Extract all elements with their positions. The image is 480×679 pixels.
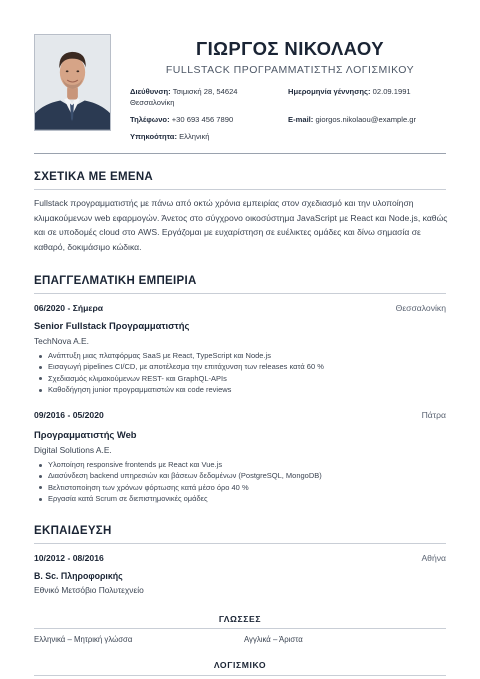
- list-item: Βελτιστοποίηση των χρόνων φόρτωσης κατά μέσο όρο 40 %: [37, 482, 322, 493]
- job-2-bullets: [37, 459, 322, 505]
- address-line2: Θεσσαλονίκη: [130, 97, 175, 107]
- job-1-company: TechNova A.E.: [34, 336, 89, 346]
- about-heading: ΣΧΕΤΙΚΑ ΜΕ ΕΜΕΝΑ: [34, 171, 154, 183]
- education-location: Αθήνα: [421, 553, 446, 563]
- phone-label: Τηλέφωνο:: [130, 115, 170, 124]
- education-dates: 10/2012 - 08/2016: [34, 553, 104, 563]
- list-item: Καθοδήγηση junior προγραμματιστών και code reviews: [37, 384, 324, 395]
- languages-divider: [34, 628, 446, 629]
- email-label: E-mail:: [288, 115, 314, 124]
- job-1-role: Senior Fullstack Προγραμματιστής: [34, 320, 190, 331]
- job-1-location: Θεσσαλονίκη: [395, 303, 446, 313]
- job-title: FULLSTACK ΠΡΟΓΡΑΜΜΑΤΙΣΤΗΣ ΛΟΓΙΣΜΙΚΟΥ: [165, 64, 415, 76]
- about-text: Fullstack προγραμματιστής με πάνω από οκτώ χρόνια εμπειρίας στον σχεδιασμό και την υλοποίηση κλιμακούμενων web εφαρμογών. Άνετος στο σύγχρονο οικοσύστημα JavaScript με React και Node.js, καθώς και σε υποδομές cloud στο AWS. Εργάζομαι με ευχαρίστηση σε ευέλικτες ομάδες και δίνω σημασία σε καθαρό, δοκιμάσιμο κώδικα.: [34, 198, 448, 252]
- phone-block: [130, 115, 233, 126]
- header-divider: [34, 153, 446, 154]
- address-block: [130, 87, 238, 108]
- nationality-block: [130, 132, 209, 143]
- nationality-value: Ελληνική: [179, 132, 210, 141]
- email-value[interactable]: giorgos.nikolaou@example.gr: [315, 115, 417, 124]
- list-item: Διασύνδεση backend υπηρεσιών και βάσεων δεδομένων (PostgreSQL, MongoDB): [37, 470, 322, 481]
- education-degree: B. Sc. Πληροφορικής: [34, 571, 123, 581]
- job-1-bullets: [37, 350, 324, 396]
- job-2-company: Digital Solutions A.E.: [34, 445, 112, 455]
- address-label: Διεύθυνση:: [130, 87, 171, 96]
- address-line1: Τσιμισκή 28, 54624: [172, 87, 238, 96]
- education-divider: [34, 543, 446, 544]
- list-item: Ανάπτυξη μιας πλατφόρμας SaaS με React, TypeScript και Node.js: [37, 350, 324, 361]
- email-block: [288, 115, 416, 126]
- language-item: Αγγλικά – Άριστα: [244, 635, 303, 644]
- nationality-label: Υπηκοότητα:: [130, 132, 177, 141]
- about-divider: [34, 189, 446, 190]
- list-item: Υλοποίηση responsive frontends με React και Vue.js: [37, 459, 322, 470]
- job-2-location: Πάτρα: [421, 410, 446, 420]
- job-1-dates: 06/2020 - Σήμερα: [34, 303, 104, 313]
- birthdate-value: 02.09.1991: [372, 87, 411, 96]
- profile-photo: [34, 34, 111, 131]
- language-item: Ελληνικά – Μητρική γλώσσα: [34, 635, 133, 644]
- software-heading: ΛΟΓΙΣΜΙΚΟ: [213, 660, 267, 670]
- job-2-role: Προγραμματιστής Web: [34, 429, 137, 440]
- person-name: ΓΙΩΡΓΟΣ ΝΙΚΟΛΑΟΥ: [196, 38, 384, 59]
- phone-value[interactable]: +30 693 456 7890: [171, 115, 234, 124]
- languages-heading: ΓΛΩΣΣΕΣ: [218, 614, 262, 624]
- education-heading: ΕΚΠΑΙΔΕΥΣΗ: [34, 525, 112, 537]
- birthdate-label: Ημερομηνία γέννησης:: [288, 87, 371, 96]
- list-item: Εισαγωγή pipelines CI/CD, με αποτέλεσμα την επιτάχυνση των releases κατά 60 %: [37, 361, 324, 372]
- job-2-dates: 09/2016 - 05/2020: [34, 410, 104, 420]
- education-school: Εθνικό Μετσόβιο Πολυτεχνείο: [34, 585, 144, 595]
- experience-heading: ΕΠΑΓΓΕΛΜΑΤΙΚΗ ΕΜΠΕΙΡΙΑ: [34, 275, 197, 287]
- experience-divider: [34, 293, 446, 294]
- birthdate-block: [288, 87, 411, 98]
- list-item: Σχεδιασμός κλιμακούμενων REST- και GraphQL-APIs: [37, 373, 324, 384]
- portrait-image: [35, 35, 110, 130]
- list-item: Εργασία κατά Scrum σε διεπιστημονικές ομάδες: [37, 493, 322, 504]
- software-divider: [34, 675, 446, 676]
